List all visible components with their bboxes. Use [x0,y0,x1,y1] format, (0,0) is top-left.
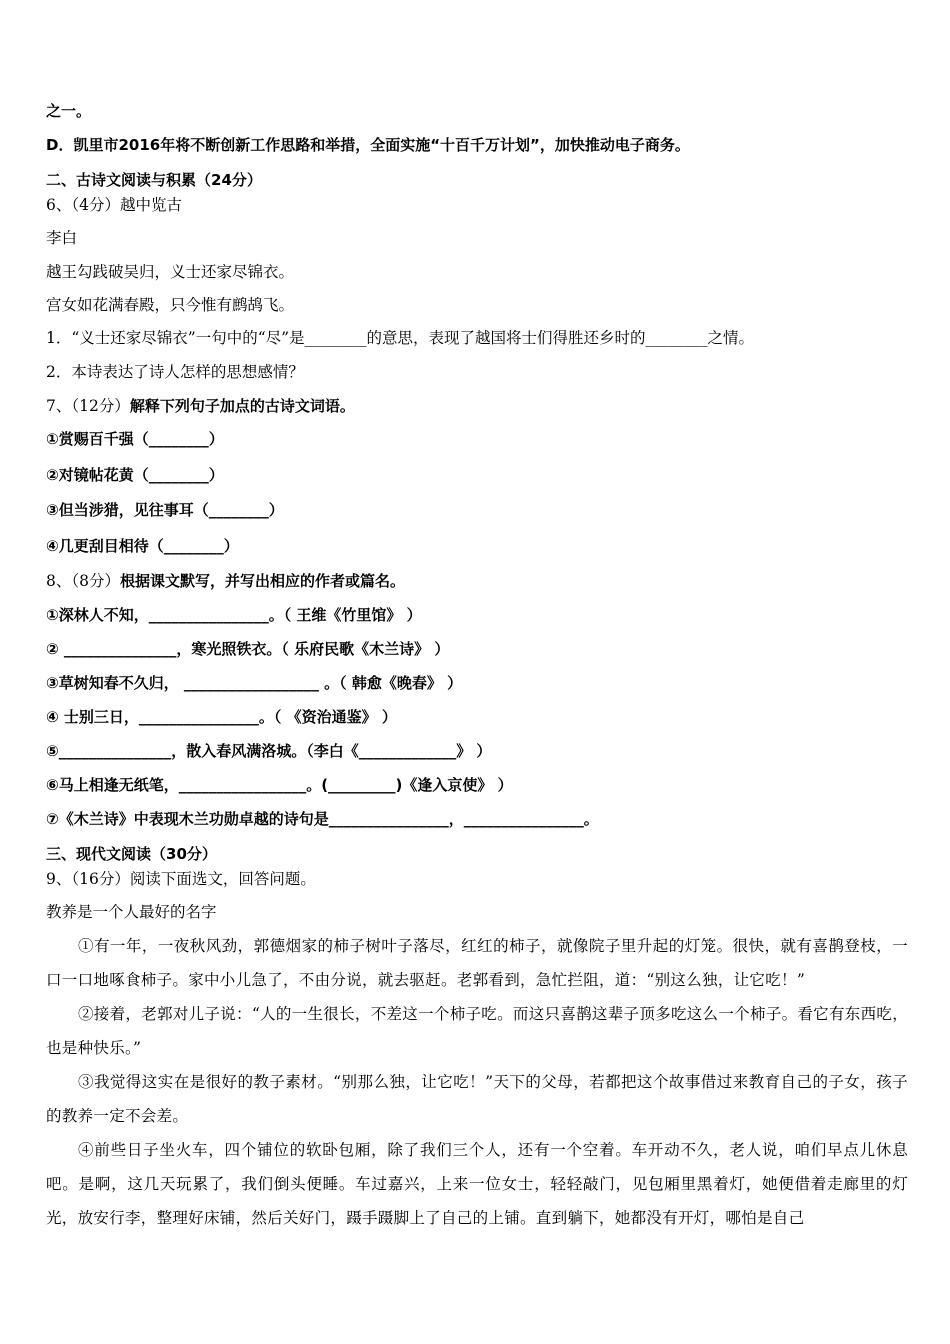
question-6-1: 1．“义士还家尽锦衣”一句中的“尽”是________的意思，表现了越国将士们得胜还乡时的________之情。 [46,329,755,347]
question-7-number: 7、（12分） [46,397,130,415]
poem-line-1: 越王勾践破吴归，义士还家尽锦衣。 [46,263,295,281]
section-heading-2: 二、古诗文阅读与积累（24分） [46,171,262,189]
question-8-title [46,571,910,591]
question-7-prompt: 解释下列句子加点的古诗文词语。 [129,397,355,415]
poem-line-2: 宫女如花满春殿，只今惟有鹧鸪飞。 [46,296,295,314]
question-8-item-1: ①深林人不知，________________。（ 王维《竹里馆》 ） [46,606,422,624]
question-7-item-1: ①赏赐百千强（________） [46,430,224,448]
option-d: D．凯里市2016年将不断创新工作思路和举措，全面实施“十百千万计划”，加快推动电子商务。 [46,136,690,154]
article-paragraph-1: ①有一年，一夜秋风劲，郭德烟家的柿子树叶子落尽，红红的柿子，就像院子里升起的灯笼。很快，就有喜鹊登枝，一口一口地啄食柿子。家中小儿急了，不由分说，就去驱赶。老郭看到，急忙拦阻，道：“别这么独，让它吃！” [46,937,908,989]
article-paragraph-4: ④前些日子坐火车，四个铺位的软卧包厢，除了我们三个人，还有一个空着。车开动不久，老人说，咱们早点儿休息吧。是啊，这几天玩累了，我们倒头便睡。车过嘉兴，上来一位女士，轻轻敲门，见包厢里黑着灯，她便借着走廊里的灯光，放安行李，整理好床铺，然后关好门，蹑手蹑脚上了自己的上铺。直到躺下，她都没有开灯，哪怕是自己 [46,1141,908,1227]
question-8-item-2: ② _______________，寒光照铁衣。（ 乐府民歌《木兰诗》 ） [46,640,450,658]
question-7-item-2: ②对镜帖花黄（________） [46,466,224,484]
question-9-title: 9、（16分）阅读下面选文，回答问题。 [46,870,316,888]
section-heading-3: 三、现代文阅读（30分） [46,845,217,863]
poem-author: 李白 [46,229,78,247]
question-8-item-6: ⑥马上相逢无纸笔，_________________。(_________)《逢入京使》 ） [46,776,513,794]
question-7-item-4: ④几更刮目相待（________） [46,537,239,555]
question-8-number: 8、（8分） [46,572,120,590]
question-8-item-3: ③草树知春不久归， __________________ 。（ 韩愈《晚春》 ） [46,674,463,692]
question-8-item-5: ⑤_______________，散入春风满洛城。（李白《_____________》 ） [46,742,492,760]
question-6-2: 2．本诗表达了诗人怎样的思想感情？ [46,363,304,381]
article-paragraph-2: ②接着，老郭对儿子说：“人的一生很长，不差这一个柿子吃。而这只喜鹊这辈子顶多吃这么一个柿子。看它有东西吃，也是种快乐。” [46,1005,908,1057]
question-7-item-3: ③但当涉猎，见往事耳（________） [46,501,284,519]
article-paragraph-3: ③我觉得这实在是很好的教子素材。“别那么独，让它吃！”天下的父母，若都把这个故事借过来教育自己的子女，孩子的教养一定不会差。 [46,1073,908,1125]
question-8-item-4: ④ 士别三日，________________。（ 《资治通鉴》 ） [46,708,397,726]
question-8-prompt: 根据课文默写，并写出相应的作者或篇名。 [119,572,405,590]
question-6-title: 6、（4分）越中览古 [46,196,182,214]
line-continuation: 之一。 [46,102,92,120]
question-7-title [46,396,910,416]
article-title: 教养是一个人最好的名字 [46,903,217,921]
question-8-item-7: ⑦《木兰诗》中表现木兰功勋卓越的诗句是________________，________________。 [46,810,599,828]
